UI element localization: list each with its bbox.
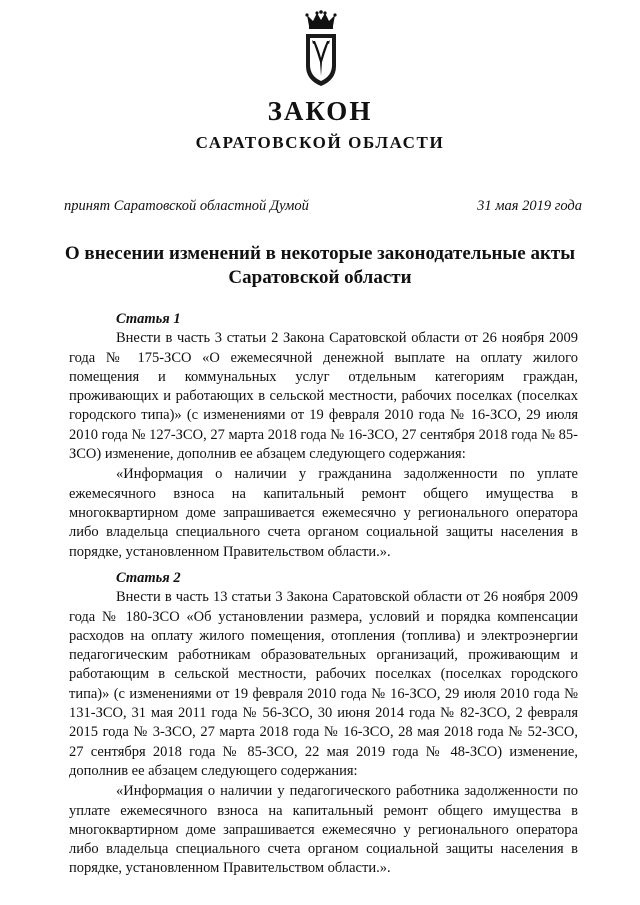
adoption-body: принят Саратовской областной Думой — [64, 198, 309, 214]
article-2 — [69, 569, 578, 879]
article-quote: «Информация о наличии у гражданина задолженности по уплате ежемесячного взноса на капитальный ремонт общего имущества в многоквартирном доме запрашивается ежемесячно у регионального оператора либо владельца специального счета органом социальной защиты населения в порядке, установленном Правительством области.». — [69, 466, 578, 560]
coat-of-arms-emblem — [301, 10, 341, 88]
law-title: О внесении изменений в некоторые законодательные акты Саратовской области — [64, 243, 576, 288]
article-text: Внести в часть 13 статьи 3 Закона Саратовской области от 26 ноября 2009 года № 180-ЗСО «Об установлении размера, условий и порядка компенсации расходов на оплату жилого помещения, отопления (топлива) и электроэнергии педагогическим работникам образовательных организаций, проживающим и работающим в сельской местности, рабочих поселках (поселках городского типа)» (с изменениями от 19 февраля 2010 года № 16-ЗСО, 29 июля 2010 года № 131-ЗСО, 31 мая 2011 года № 56-ЗСО, 30 июня 2014 года № 82-ЗСО, 2 февраля 2015 года № 3-ЗСО, 27 марта 2018 года № 16-ЗСО, 28 мая 2018 года № 52-ЗСО, 27 сентября 2018 года № 85-ЗСО, 22 мая 2019 года № 48-ЗСО) изменение, дополнив ее абзацем следующего содержания: — [69, 589, 578, 779]
adoption-date: 31 мая 2019 года — [477, 198, 582, 214]
article-heading: Статья 1 — [116, 311, 181, 327]
article-heading: Статья 2 — [116, 570, 181, 586]
region-heading: САРАТОВСКОЙ ОБЛАСТИ — [195, 133, 445, 152]
law-heading: ЗАКОН — [267, 96, 373, 126]
article-1 — [69, 310, 578, 562]
article-quote: «Информация о наличии у педагогического работника задолженности по уплате ежемесячного взноса на капитальный ремонт общего имущества в многоквартирном доме запрашивается ежемесячно у регионального оператора либо владельца специального счета органом социальной защиты населения в порядке, установленном Правительством области.». — [69, 783, 578, 877]
article-text: Внести в часть 3 статьи 2 Закона Саратовской области от 26 ноября 2009 года № 175-ЗСО «О ежемесячной денежной выплате на оплату жилого помещения и коммунальных услуг отдельным категориям граждан, проживающих и работающих в сельской местности, рабочих поселках (поселках городского типа)» (с изменениями от 19 февраля 2010 года № 16-ЗСО, 29 июля 2010 года № 127-ЗСО, 27 марта 2018 года № 16-ЗСО, 27 сентября 2018 года № 85-ЗСО) изменение, дополнив ее абзацем следующего содержания: — [69, 330, 578, 463]
adoption-line — [64, 198, 582, 215]
